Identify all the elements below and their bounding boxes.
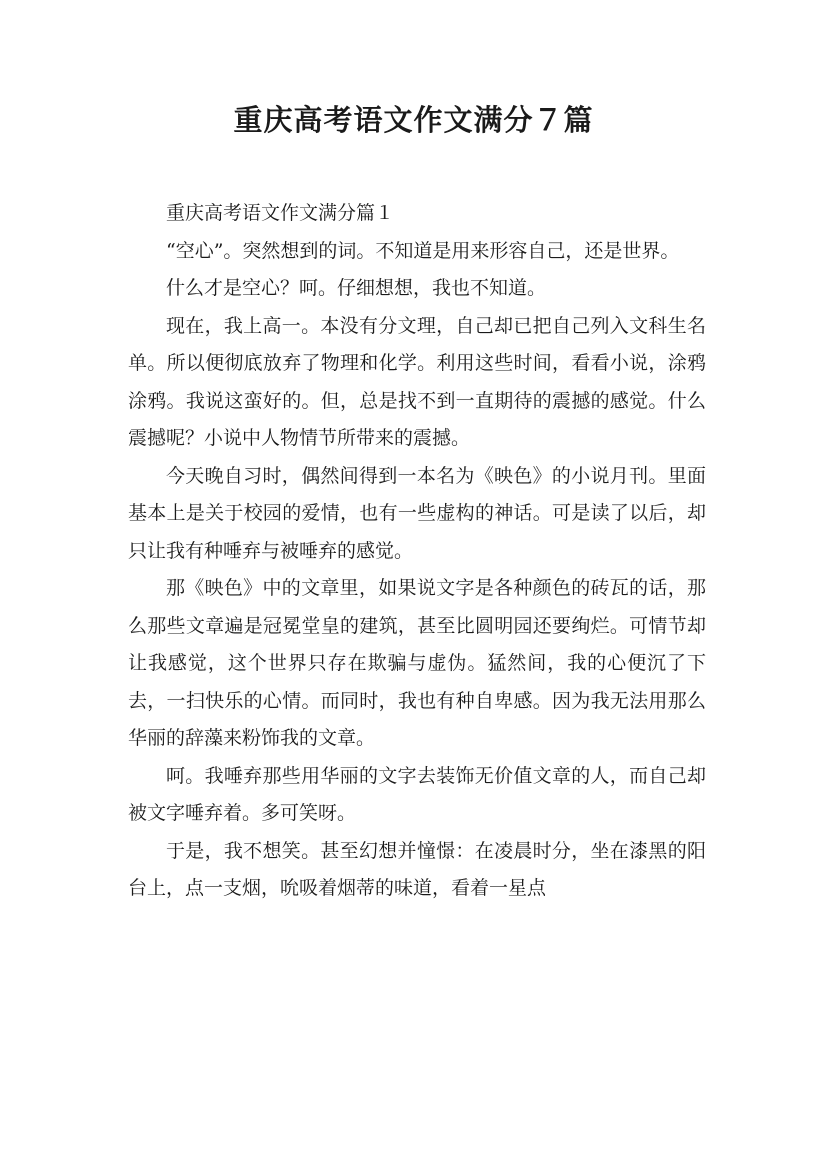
section-heading: 重庆高考语文作文满分篇１ — [166, 202, 395, 224]
paragraph: 于是，我不想笑。甚至幻想并憧憬：在凌晨时分，坐在漆黑的阳台上，点一支烟，吮吸着烟蒂的味道，看着一星点 — [128, 839, 706, 899]
paragraph: 那《映色》中的文章里，如果说文字是各种颜色的砖瓦的话，那么那些文章遍是冠冕堂皇的建筑，甚至比圆明园还要绚烂。可情节却让我感觉，这个世界只存在欺骗与虚伪。猛然间，我的心便沉了下去，一扫快乐的心情。而同时，我也有种自卑感。因为我无法用那么华丽的辞藻来粉饰我的文章。 — [128, 577, 706, 749]
paragraph: 什么才是空心？呵。仔细想想，我也不知道。 — [166, 277, 547, 299]
paragraph: “空心”。突然想到的词。不知道是用来形容自己，还是世界。 — [166, 239, 680, 262]
paragraph: 现在，我上高一。本没有分文理，自己却已把自己列入文科生名单。所以便彻底放弃了物理和化学。利用这些时间，看看小说，涂鸦涂鸦。我说这蛮好的。但，总是找不到一直期待的震撼的感觉。什么震撼呢？小说中人物情节所带来的震撼。 — [128, 314, 706, 449]
paragraph: 呵。我唾弃那些用华丽的文字去装饰无价值文章的人，而自己却被文字唾弃着。多可笑呀。 — [128, 764, 706, 824]
paragraph: 今天晚自习时，偶然间得到一本名为《映色》的小说月刊。里面基本上是关于校园的爱情，也有一些虚构的神话。可是读了以后，却只让我有种唾弃与被唾弃的感觉。 — [128, 464, 706, 562]
document-body — [128, 195, 706, 908]
document-title: 重庆高考语文作文满分７篇 — [233, 103, 594, 137]
